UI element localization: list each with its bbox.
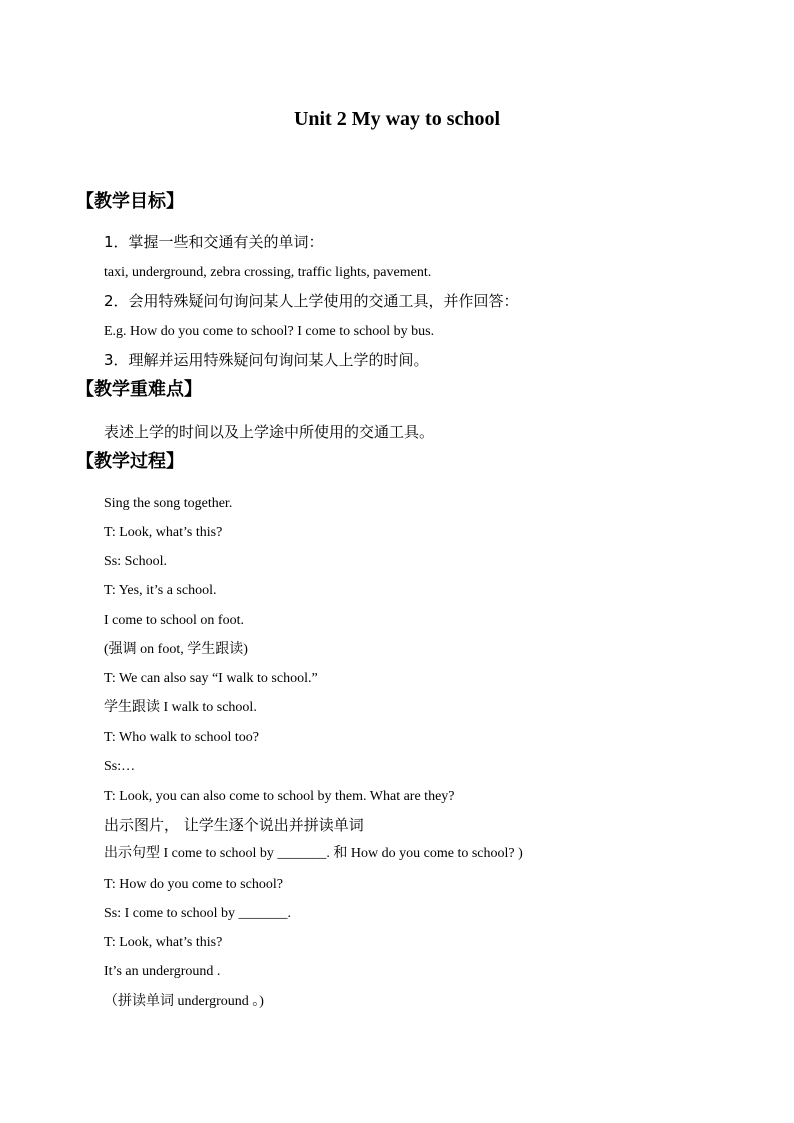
process-line: (强调 on foot, 学生跟读) — [104, 642, 248, 657]
process-line: Ss: I come to school by _______. — [104, 906, 292, 921]
process-line: Sing the song together. — [104, 496, 233, 511]
process-line: （拼读单词 underground 。) — [104, 994, 264, 1009]
process-line: T: We can also say “I walk to school.” — [104, 671, 318, 686]
process-line: T: Look, what’s this? — [104, 525, 223, 540]
key-points-text: 表述上学的时间以及上学途中所使用的交通工具。 — [104, 423, 435, 441]
key-points-heading: 【教学重难点】 — [76, 379, 202, 400]
process-heading: 【教学过程】 — [76, 451, 184, 472]
process-line: 出示句型 I come to school by _______. 和 How do you come to school? ) — [104, 846, 523, 861]
objective-item-2: 2．会用特殊疑问句询问某人上学使用的交通工具，并作回答： — [104, 292, 519, 310]
document-title: Unit 2 My way to school — [293, 108, 501, 130]
process-line: T: Who walk to school too? — [104, 730, 259, 745]
process-line: T: Look, what’s this? — [104, 935, 223, 950]
process-line: Ss:… — [104, 759, 136, 774]
objective-item-2-example: E.g. How do you come to school? I come to school by bus. — [104, 324, 435, 339]
process-line: I come to school on foot. — [104, 613, 244, 628]
objective-item-3: 3．理解并运用特殊疑问句询问某人上学的时间。 — [104, 351, 429, 369]
process-line: T: Yes, it’s a school. — [104, 583, 217, 598]
objective-item-1-words: taxi, underground, zebra crossing, traffic lights, pavement. — [104, 265, 432, 280]
process-line: It’s an underground . — [104, 964, 221, 979]
process-line: T: Look, you can also come to school by them. What are they? — [104, 789, 455, 804]
objectives-heading: 【教学目标】 — [76, 191, 184, 212]
process-line: 学生跟读 I walk to school. — [104, 700, 257, 715]
process-line: 出示图片， 让学生逐个说出并拼读单词 — [104, 816, 364, 834]
process-line: T: How do you come to school? — [104, 877, 283, 892]
process-line: Ss: School. — [104, 554, 168, 569]
objective-item-1: 1．掌握一些和交通有关的单词： — [104, 233, 324, 251]
